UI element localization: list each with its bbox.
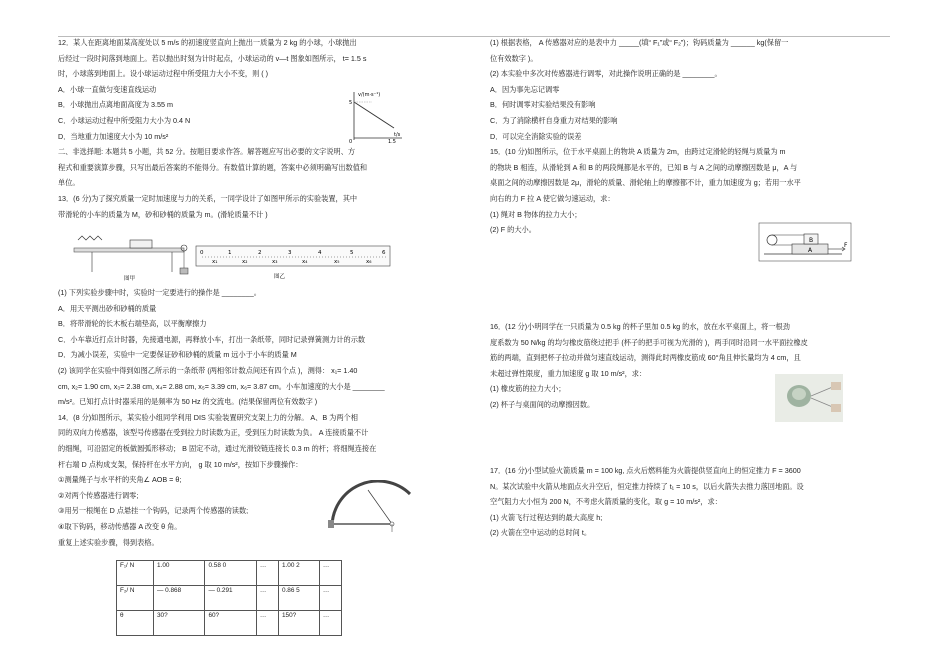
q15-line-3: 桌面之间的动摩擦因数是 2μ，滑轮的质量、滑轮轴上的摩擦都不计，重力加速度为 g；若用一水平 bbox=[490, 178, 801, 188]
q16-line-3: 筋的两端，直到把杯子拉动并做匀速直线运动，测得此时两橡皮筋成 60°角且伸长量均为 4 cm，且 bbox=[490, 353, 801, 363]
tape-point-6: 6 bbox=[382, 250, 386, 256]
q13-part2-line-2: cm, x₂= 1.90 cm, x₃= 2.38 cm, x₄= 2.88 cm, x₅= 3.39 cm, x₆= 3.87 cm。小车加速度的大小是 ________ bbox=[58, 381, 385, 391]
table-cell: 150? bbox=[278, 611, 319, 636]
q14-support-figure bbox=[320, 480, 416, 536]
q15-line-4: 向右的力 F 拉 A 使它做匀速运动，求： bbox=[490, 193, 615, 203]
section2-line-3: 单位。 bbox=[58, 178, 80, 188]
q14-line-3: 的细绳，可沿固定的板做圆弧形移动； B 固定不动，通过光滑铰链连接长 0.3 m 的杆；将细绳连接在 bbox=[58, 443, 377, 453]
q14-line-1: 14．(8 分)如图所示，某实验小组同学利用 DIS 实验装置研究支架上力的分解。 A、B 为两个相 bbox=[58, 412, 358, 422]
table-cell: θ bbox=[117, 611, 154, 636]
q16-line-4: 未超过弹性限度，重力加速度 g 取 10 m/s²，求： bbox=[490, 368, 647, 378]
q16-line-1: 16．(12 分)小明同学在一只质量为 0.5 kg 的杯子里加 0.5 kg 的水，放在水平桌面上，将一根劲 bbox=[490, 322, 790, 331]
vt-x15: 1.5 bbox=[388, 139, 396, 144]
q13-option-c: C．小车靠近打点计时器，先接通电源，再释放小车，打出一条纸带，同时记录弹簧测力计的示数 bbox=[58, 334, 366, 344]
table-cell: … bbox=[319, 611, 341, 636]
q17-line-3: 空气阻力大小恒为 200 N，不考虑火箭质量的变化，取 g = 10 m/s²，求： bbox=[490, 497, 722, 507]
q13-line-1: 13．(6 分)为了探究质量一定时加速度与力的关系，一同学设计了如图甲所示的实验装置，其中 bbox=[58, 193, 358, 203]
force-f-label: F bbox=[844, 242, 848, 249]
tape-point-3: 3 bbox=[288, 250, 292, 256]
q16-cup-photo bbox=[775, 374, 843, 422]
vt-origin: 0 bbox=[349, 139, 353, 144]
q13-option-a: A．用天平测出砂和砂桶的质量 bbox=[58, 303, 157, 313]
table-cell: 0.86 5 bbox=[278, 586, 319, 611]
q12-line-1: 12．某人在距离地面某高度处以 5 m/s 的初速度竖直向上抛出一质量为 2 kg 的小球，小球抛出 bbox=[58, 38, 357, 47]
q14-line-2: 同的双向力传感器，该型号传感器在受到拉力时读数为正，受到压力时读数为负。 A 连接质量不计 bbox=[58, 428, 369, 438]
tape-point-5: 5 bbox=[350, 250, 354, 256]
q14-step-4: ④取下钩码，移动传感器 A 改变 θ 角。 bbox=[58, 521, 182, 531]
block-b-label: B bbox=[809, 237, 814, 244]
q14-option-a: A．因为事先忘记调零 bbox=[490, 84, 560, 94]
right-column bbox=[490, 38, 890, 241]
q16-part2: (2) 杯子与桌面间的动摩擦因数。 bbox=[490, 399, 595, 409]
table-cell: F₂/ N bbox=[117, 586, 154, 611]
q12-line-2: 后经过一段时间落到地面上。若以抛出时刻为计时起点，小球运动的 v—t 图象如图所示， t= 1.5 s bbox=[58, 53, 367, 63]
fig-yi-caption: 图乙 bbox=[274, 274, 286, 280]
q14-step-2: ②对两个传感器进行调零; bbox=[58, 490, 139, 500]
q14-repeat: 重复上述实验步骤，得到表格。 bbox=[58, 537, 159, 547]
q14-option-d: D．可以完全消除实验的误差 bbox=[490, 131, 582, 141]
q16-part1: (1) 橡皮筋的拉力大小； bbox=[490, 384, 566, 394]
tape-point-4: 4 bbox=[318, 250, 322, 256]
table-cell: … bbox=[256, 586, 278, 611]
table-cell: … bbox=[256, 561, 278, 586]
vt-xlabel: t/s bbox=[394, 132, 401, 138]
fig-jia-caption: 图甲 bbox=[124, 276, 136, 282]
table-cell: … bbox=[256, 611, 278, 636]
table-row-theta bbox=[117, 611, 342, 636]
q13-option-b: B．将带滑轮的长木板右端垫高，以平衡摩擦力 bbox=[58, 319, 207, 329]
q13-apparatus-figure bbox=[72, 228, 194, 282]
tape-x5: x₅ bbox=[334, 259, 340, 265]
q12-option-c: C．小球运动过程中所受阻力大小为 0.4 N bbox=[58, 115, 191, 125]
vt-y5: 5 bbox=[349, 100, 353, 106]
q14-part1-line-2: 位有效数字 )。 bbox=[490, 53, 538, 63]
q12-line-3: 时，小球落到地面上。设小球运动过程中所受阻力大小不变，则 ( ) bbox=[58, 69, 269, 79]
table-cell: … bbox=[319, 586, 341, 611]
q14-part2: (2) 本实验中多次对传感器进行调零，对此操作说明正确的是 ________。 bbox=[490, 69, 722, 79]
vt-ylabel: v/(m·s⁻¹) bbox=[358, 92, 381, 98]
table-cell: — 0.291 bbox=[205, 586, 256, 611]
q13-tape-figure bbox=[194, 240, 394, 282]
tape-x3: x₃ bbox=[272, 259, 278, 265]
header-rule bbox=[58, 36, 890, 37]
q12-option-b: B．小球抛出点离地面高度为 3.55 m bbox=[58, 100, 174, 110]
section2-line-1: 二、非选择题: 本题共 5 小题，共 52 分。按题目要求作答。解答题应写出必要的文字说明、方 bbox=[58, 147, 356, 157]
vt-graph bbox=[344, 88, 406, 144]
q15-part1: (1) 绳对 B 物体的拉力大小； bbox=[490, 209, 582, 219]
table-cell: 60? bbox=[205, 611, 256, 636]
q15-pulley-figure bbox=[758, 222, 852, 262]
q13-part2-line-3: m/s²。已知打点计时器采用的是频率为 50 Hz 的交流电。(结果保留两位有效数字 ) bbox=[58, 397, 318, 407]
q14-part1-line-1: (1) 根据表格， A 传感器对应的是表中力 _____(填“ F₁”或“ F₂”)；钩码质量为 ______ kg(保留一 bbox=[490, 38, 789, 47]
q16-line-2: 度系数为 50 N/kg 的均匀橡皮筋绕过把手 (杯子的把手可视为光滑的 )，两手同时沿同一水平面拉橡皮 bbox=[490, 337, 808, 347]
q13-option-d: D．为减小误差，实验中一定要保证砂和砂桶的质量 m 远小于小车的质量 M bbox=[58, 350, 297, 360]
tape-x2: x₂ bbox=[242, 259, 248, 265]
table-cell: 1.00 2 bbox=[278, 561, 319, 586]
q14-line-4: 杆右端 D 点构成支架，保持杆在水平方向， g 取 10 m/s²，按如下步骤操作： bbox=[58, 459, 303, 469]
q17-line-2: N。某次试验中火箭从地面点火升空后，恒定推力持续了 t₁ = 10 s，以后火箭失去推力落回地面。设 bbox=[490, 481, 804, 491]
q12-option-a: A．小球一直做匀变速直线运动 bbox=[58, 84, 157, 94]
table-row-f1 bbox=[117, 561, 342, 586]
q17-part1: (1) 火箭飞行过程达到的最大高度 h; bbox=[490, 512, 603, 522]
tape-x4: x₄ bbox=[302, 259, 308, 265]
q15-line-1: 15．(10 分)如图所示，位于水平桌面上的物块 A 质量为 2m，由跨过定滑轮的轻绳与质量为 m bbox=[490, 147, 786, 157]
table-cell: F₁/ N bbox=[117, 561, 154, 586]
q12-option-d: D．当地重力加速度大小为 10 m/s² bbox=[58, 131, 169, 141]
q14-option-c: C．为了消除横杆自身重力对结果的影响 bbox=[490, 115, 618, 125]
table-cell: 1.00 bbox=[154, 561, 205, 586]
tape-point-1: 1 bbox=[228, 250, 232, 256]
tape-point-0: 0 bbox=[200, 250, 204, 256]
q14-data-table bbox=[116, 560, 342, 636]
table-cell: — 0.868 bbox=[154, 586, 205, 611]
q17-line-1: 17．(16 分)小型试验火箭质量 m = 100 kg, 点火后燃料能为火箭提供竖直向上的恒定推力 F = 3600 bbox=[490, 466, 801, 475]
q13-part1: (1) 下列实验步骤中时，实验时一定要进行的操作是 ________。 bbox=[58, 288, 261, 297]
q17-part2: (2) 火箭在空中运动的总时间 t。 bbox=[490, 528, 592, 538]
right-column-q17 bbox=[490, 466, 890, 544]
q15-part2: (2) F 的大小。 bbox=[490, 225, 536, 235]
q14-option-b: B．何时调零对实验结果没有影响 bbox=[490, 100, 596, 110]
q14-step-1: ①测量绳子与水平杆的夹角∠ AOB = θ; bbox=[58, 475, 182, 485]
table-row-f2 bbox=[117, 586, 342, 611]
tape-x6: x₆ bbox=[366, 259, 372, 265]
block-a-label: A bbox=[808, 247, 813, 254]
table-cell: 0.58 0 bbox=[205, 561, 256, 586]
q13-line-2: 带滑轮的小车的质量为 M，砂和砂桶的质量为 m。(滑轮质量不计 ) bbox=[58, 209, 268, 219]
table-cell: 30? bbox=[154, 611, 205, 636]
table-cell: … bbox=[319, 561, 341, 586]
tape-x1: x₁ bbox=[212, 259, 218, 265]
tape-point-2: 2 bbox=[258, 250, 262, 256]
q14-step-3: ③用另一根绳在 D 点悬挂一个钩码，记录两个传感器的读数; bbox=[58, 506, 249, 516]
q13-part2-line-1: (2) 该同学在实验中得到如图乙所示的一条纸带 (两相邻计数点间还有四个点 )，测得： x₁= 1.40 bbox=[58, 365, 358, 375]
q15-line-2: 的物块 B 相连，从滑轮到 A 和 B 的两段绳都是水平的，已知 B 与 A 之间的动摩擦因数是 μ，A 与 bbox=[490, 162, 798, 172]
section2-line-2: 程式和重要演算步骤，只写出最后答案的不能得分。有数值计算的题，答案中必须明确写出数值和 bbox=[58, 162, 368, 172]
